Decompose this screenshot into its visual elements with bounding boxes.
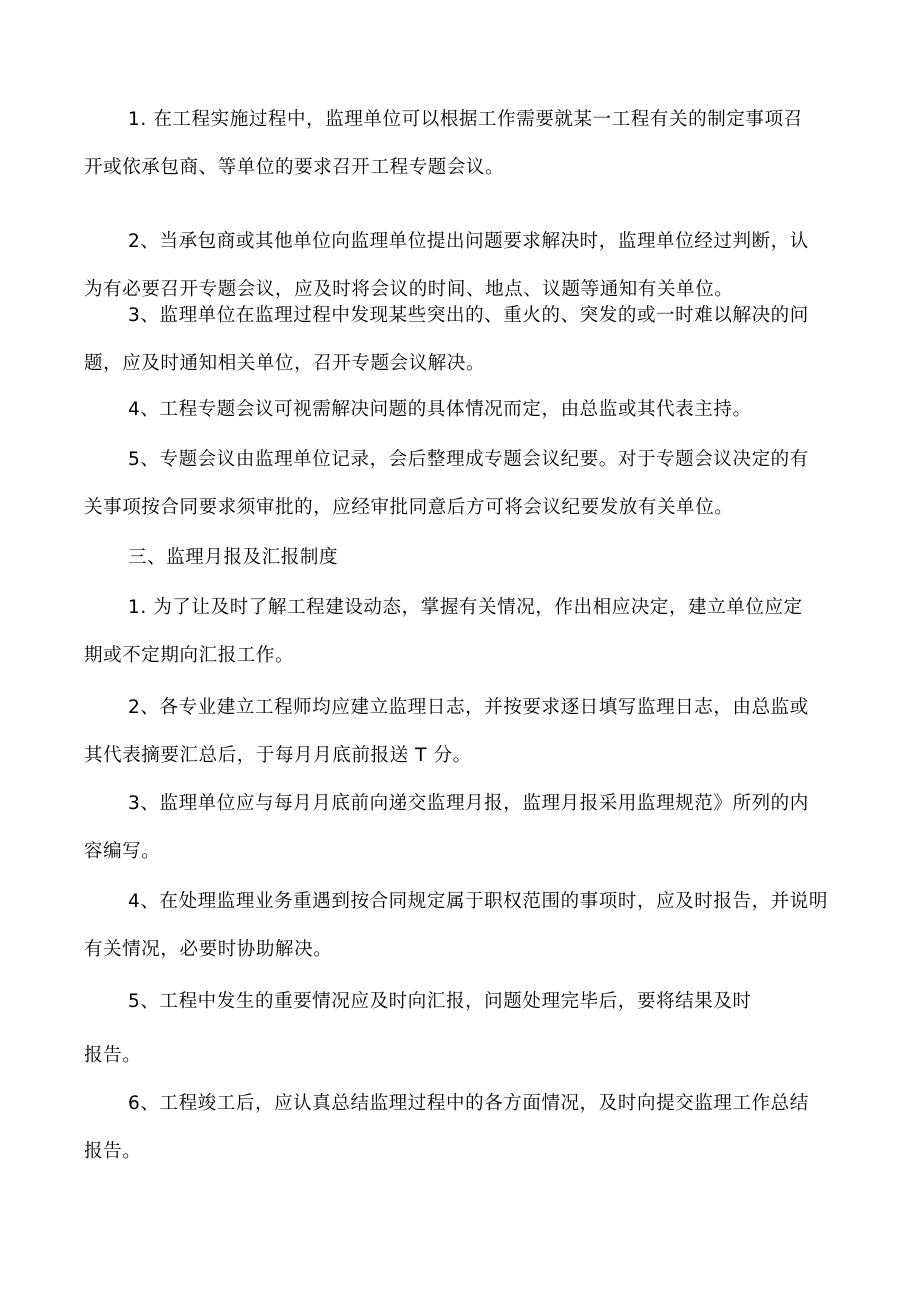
paragraph-line: 关事项按合同要求须审批的，应经审批同意后方可将会议纪要发放有关单位。 [84, 497, 734, 518]
section-heading-monthly-report [84, 534, 836, 582]
paragraph-line: 1. 在工程实施过程中，监理单位可以根据工作需要就某一工程有关的制定事项召 [128, 109, 803, 130]
paragraph-line: 为有必要召开专题会议，应及时将会议的时间、地点、议题等通知有关单位。 [84, 279, 734, 300]
paragraph-meeting-1 [84, 96, 836, 192]
paragraph-line: 4、在处理监理业务重遇到按合同规定属于职权范围的事项时，应及时报告，并说明 [128, 891, 828, 912]
paragraph-line: 期或不定期向汇报工作。 [84, 645, 295, 666]
paragraph-line: 开或依承包商、等单位的要求召开工程专题会议。 [84, 157, 505, 178]
paragraph-report-4 [84, 878, 836, 974]
paragraph-line: 题，应及时通知相关单位，召开专题会议解决。 [84, 353, 486, 374]
paragraph-meeting-5 [84, 436, 836, 532]
section-heading-line: 三、监理月报及汇报制度 [128, 547, 339, 568]
paragraph-line: 3、监理单位应与每月月底前向递交监理月报，监理月报采用监理规范》所列的内 [128, 793, 809, 814]
paragraph-line: 3、监理单位在监理过程中发现某些突出的、重火的、突发的或一时难以解决的问 [128, 305, 809, 326]
paragraph-line: 6、工程竣工后，应认真总结监理过程中的各方面情况，及时向提交监理工作总结 [128, 1093, 809, 1114]
paragraph-line: 容编写。 [84, 841, 161, 862]
paragraph-line: 其代表摘要汇总后，于每月月底前报送 T 分。 [84, 745, 472, 766]
paragraph-report-3 [84, 780, 836, 876]
paragraph-line: 报告。 [84, 1045, 142, 1066]
paragraph-line: 报告。 [84, 1141, 142, 1162]
paragraph-meeting-4 [84, 386, 836, 434]
paragraph-line: 1. 为了让及时了解工程建设动态，掌握有关情况，作出相应决定，建立单位应定 [128, 597, 803, 618]
paragraph-report-1 [84, 584, 836, 680]
paragraph-line: 5、工程中发生的重要情况应及时向汇报，问题处理完毕后，要将结果及时 [128, 991, 752, 1012]
paragraph-report-2 [84, 684, 836, 780]
paragraph-line: 5、专题会议由监理单位记录，会后整理成专题会议纪要。对于专题会议决定的有 [128, 449, 809, 470]
paragraph-line: 2、当承包商或其他单位向监理单位提出问题要求解决时，监理单位经过判断，认 [128, 231, 809, 252]
paragraph-line: 4、工程专题会议可视需解决问题的具体情况而定，由总监或其代表主持。 [128, 399, 752, 420]
paragraph-line: 2、各专业建立工程师均应建立监理日志，并按要求逐日填写监理日志，由总监或 [128, 697, 809, 718]
paragraph-report-6 [84, 1080, 836, 1176]
paragraph-meeting-3 [84, 292, 836, 388]
paragraph-report-5 [84, 978, 836, 1080]
paragraph-line: 有关情况，必要时协助解决。 [84, 939, 333, 960]
